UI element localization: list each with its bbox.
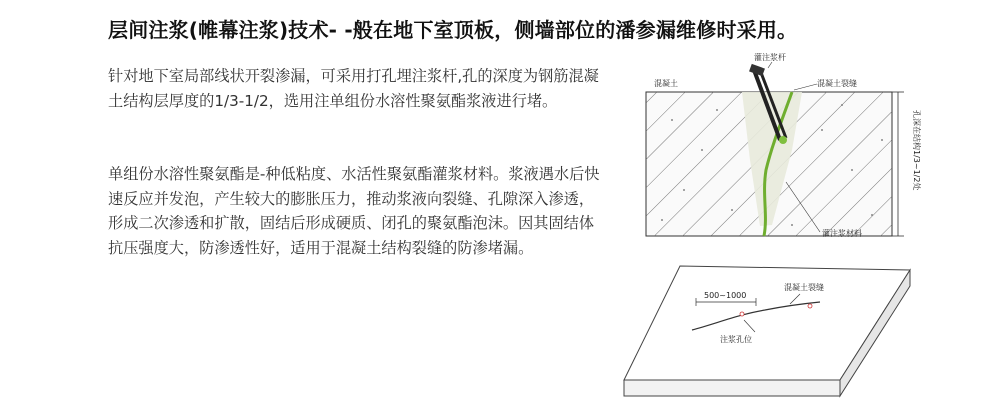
grouting-plan-diagram bbox=[620, 262, 920, 412]
slab-top-face bbox=[624, 266, 910, 380]
material-label: 灌注浆材料 bbox=[822, 229, 862, 238]
rod-label: 灌注浆杆 bbox=[754, 53, 786, 62]
slab-front-face bbox=[624, 380, 840, 396]
depth-label: 孔深在结构1/3~1/2处 bbox=[912, 110, 921, 191]
concrete-label: 混凝土 bbox=[654, 79, 678, 88]
hole-label: 注浆孔位 bbox=[720, 335, 752, 344]
paragraph-material: 单组份水溶性聚氨酯是-种低粘度、水活性聚氨酯灌浆材料。浆液遇水后快速反应并发泡，产生较大的膨胀压力，推动浆液向裂缝、孔隙深入渗透，形成二次渗透和扩散，固结后形成硬质、闭孔的聚氨酯泡沫。因其固结体抗压强度大，防渗透性好，适用于混凝土结构裂缝的防渗堵漏。 bbox=[108, 165, 600, 257]
spacing-label: 500~1000 bbox=[704, 291, 747, 300]
crack-label: 混凝土裂缝 bbox=[817, 79, 857, 88]
paragraph-method: 针对地下室局部线状开裂渗漏，可采用打孔埋注浆杆,孔的深度为钢筋混凝土结构层厚度的1/3-1/2，选用注单组份水溶性聚氨酯浆液进行堵。 bbox=[108, 67, 599, 110]
page-title: 层间注浆(帷幕注浆)技术- -般在地下室顶板，侧墙部位的潘参漏维修时采用。 bbox=[108, 18, 798, 42]
grouting-section-diagram bbox=[642, 50, 922, 248]
plan-crack-label: 混凝土裂缝 bbox=[784, 283, 824, 292]
